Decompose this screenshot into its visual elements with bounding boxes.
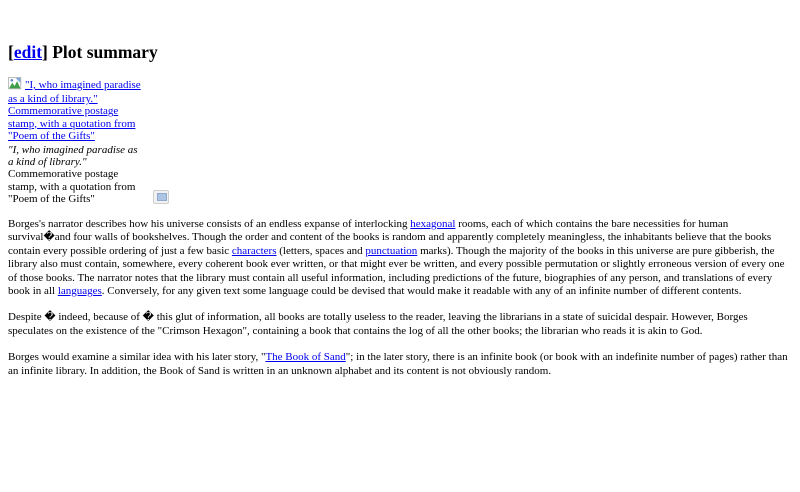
section-heading bbox=[8, 42, 792, 62]
stamp-link-label: "I, who imagined paradise as a kind of library." Commemorative postage stamp, with a quotation from "Poem of the Gifts" bbox=[8, 79, 141, 142]
text-segment: Despite � indeed, because of � this glut of information, all books are totally useless to the reader, leaving the librarians in a state of suicidal despair. However, Borges speculates on the existence of the "Crimson Hexagon", containing a book that contains the log of all the other books; the librarian who reads it is akin to God. bbox=[8, 311, 748, 337]
paragraph bbox=[8, 311, 792, 338]
broken-image-icon bbox=[8, 77, 23, 93]
stamp-image-link[interactable] bbox=[8, 79, 141, 142]
magnify-broken-icon-glyph bbox=[157, 193, 167, 201]
text-segment: rooms, each of which contains the bare necessities for human survival�and four walls of bookshelves. Though the order and content of the books is random and apparently completely meaningless, the inhabitants believe that the books contain every possible ordering of just a few basic bbox=[8, 218, 772, 257]
paragraph bbox=[8, 351, 792, 378]
edit-bracket-open: [ bbox=[8, 42, 14, 62]
wiki-link[interactable]: hexagonal bbox=[410, 218, 456, 231]
magnify-broken-icon[interactable] bbox=[153, 190, 169, 204]
wiki-link[interactable]: The Book of Sand bbox=[265, 351, 346, 364]
wiki-link[interactable]: punctuation bbox=[365, 244, 418, 257]
thumbnail-figure bbox=[8, 77, 142, 205]
wiki-link[interactable]: languages bbox=[57, 285, 102, 298]
text-segment: Commemorative postage stamp, with a quotation from "Poem of the Gifts" bbox=[8, 168, 136, 205]
paragraph bbox=[8, 218, 792, 298]
text-segment: Borges's narrator describes how his universe consists of an endless expanse of interlocking bbox=[8, 218, 411, 231]
italic-text-segment: "I, who imagined paradise as a kind of library." bbox=[8, 144, 138, 169]
text-segment: marks). Though the majority of the books in this universe are pure gibberish, the library also must contain, somewhere, every coherent book ever written, or that might ever be written, and every possible permutation or slightly erroneous version of every one of those books. The narrator notes that the library must contain all useful information, including predictions of the future, biographies of any person, and translations of every book in all bbox=[8, 244, 785, 298]
edit-link[interactable]: edit bbox=[13, 42, 43, 62]
image-caption bbox=[8, 144, 142, 205]
section-title: Plot summary bbox=[47, 42, 158, 62]
text-segment: . Conversely, for any given text some language could be devised that would make it readable with any of an infinite number of different contents. bbox=[101, 285, 742, 298]
article-page bbox=[8, 42, 792, 378]
plot-summary-body bbox=[8, 218, 792, 378]
wiki-link[interactable]: characters bbox=[231, 244, 277, 257]
text-segment: (letters, spaces and bbox=[276, 244, 366, 257]
edit-bracket-close: ] bbox=[42, 42, 48, 62]
text-segment: "; in the later story, there is an infinite book (or book with an indefinite number of pages) rather than an infinite library. In addition, the Book of Sand is written in an unknown alphabet and its content is not obviously random. bbox=[8, 351, 788, 377]
text-segment: Borges would examine a similar idea with his later story, " bbox=[8, 351, 266, 364]
